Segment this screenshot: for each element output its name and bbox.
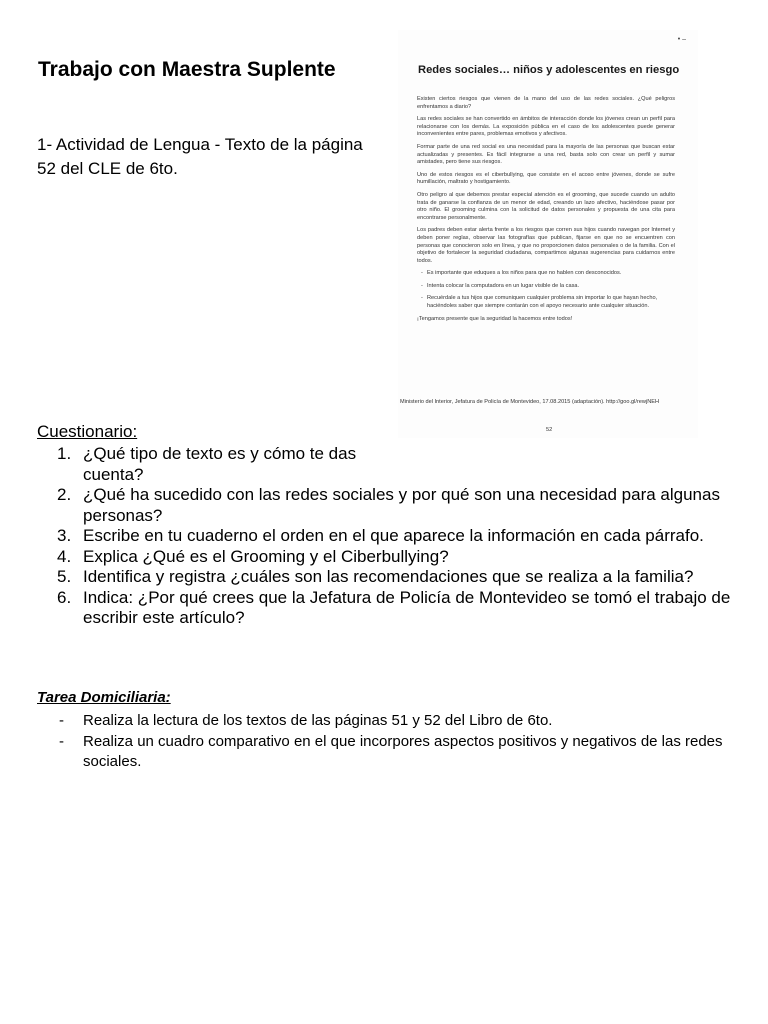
- question-item: [37, 526, 749, 547]
- article-paragraph: Los padres deben estar alerta frente a los riesgos que corren sus hijos cuando navegan por Internet y deben poner reglas, observar las fotografías que publican, fijarse en que no se encuentren con personas que conocieron solo en línea, y que no proporcionen datos personales o de la familia. Con el objetivo de fortalecer la seguridad ciudadana, compartimos algunas sugerencias para cuidarnos entre todos.: [417, 227, 675, 264]
- question-text: Indica: ¿Por qué crees que la Jefatura de Policía de Montevideo se tomó el trabajo de escribir este artículo?: [83, 587, 731, 627]
- question-text: Escribe en tu cuaderno el orden en el que aparece la información en cada párrafo.: [83, 526, 704, 545]
- activity-description: 1- Actividad de Lengua - Texto de la página 52 del CLE de 6to.: [37, 135, 363, 178]
- article-tip: - Es importante que eduques a los niños para que no hablen con desconocidos.: [427, 270, 675, 278]
- question-number: 6.: [57, 587, 72, 607]
- question-number: 3.: [57, 526, 72, 545]
- question-text: Identifica y registra ¿cuáles son las recomendaciones que se realiza a la familia?: [83, 567, 694, 586]
- article-source: Ministerio del Interior, Jefatura de Policía de Montevideo, 17.08.2015 (adaptación). http://goo.gl/rewjNEH: [400, 399, 660, 405]
- article-paragraph: Las redes sociales se han convertido en ámbitos de interacción donde los jóvenes crean un perfil para relacionarse con los demás. La exposición pública en el caso de los adolescentes puede generar inconvenientes entre pares, problemas emotivos y afectivos.: [417, 116, 675, 138]
- question-item: [37, 444, 393, 485]
- article-title: Redes sociales… niños y adolescentes en riesgo: [418, 64, 680, 76]
- question-number: 4.: [57, 546, 72, 566]
- article-paragraph: Existen ciertos riesgos que vienen de la mano del uso de las redes sociales. ¿Qué peligros enfrentamos a diario?: [417, 96, 675, 110]
- questionnaire-list: [37, 444, 749, 629]
- question-text: ¿Qué ha sucedido con las redes sociales y por qué son una necesidad para algunas personas?: [83, 485, 720, 525]
- question-number: 5.: [57, 567, 72, 586]
- article-body: [417, 96, 675, 328]
- question-item: [37, 547, 749, 568]
- textbook-page-image: [398, 30, 698, 438]
- article-paragraph: Uno de estos riesgos es el ciberbullying, que consiste en el acoso entre jóvenes, donde se sufre humillación, maltrato y hostigamiento.: [417, 171, 675, 186]
- question-number: 1.: [57, 444, 72, 463]
- article-paragraph: Otro peligro al que debemos prestar especial atención es el grooming, que sucede cuando un adulto trata de ganarse la confianza de un menor de edad, creando un lazo afectivo, haciéndose pasar por otro niño. El grooming culmina con la solicitud de datos personales y propuesta de una cita para encontrarse personalmente.: [417, 191, 675, 221]
- question-item: [37, 485, 749, 526]
- question-item: [37, 588, 749, 629]
- questionnaire-heading: Cuestionario:: [37, 422, 138, 441]
- corner-marks: • –: [677, 36, 686, 43]
- question-text: Explica ¿Qué es el Grooming y el Ciberbullying?: [83, 546, 449, 566]
- question-item: [37, 567, 749, 588]
- homework-text: Realiza la lectura de los textos de las páginas 51 y 52 del Libro de 6to.: [83, 712, 553, 729]
- homework-bullet: -: [59, 712, 64, 729]
- homework-item: [37, 711, 757, 732]
- article-page-number: 52: [546, 427, 553, 433]
- question-number: 2.: [57, 485, 72, 504]
- article-tips-list: [417, 270, 675, 310]
- homework-item: [37, 732, 757, 773]
- homework-list: [37, 711, 757, 773]
- article-closing: ¡Tengamos presente que la seguridad la hacemos entre todos!: [417, 315, 573, 322]
- page-title: Trabajo con Maestra Suplente: [38, 58, 336, 81]
- homework-bullet: -: [59, 732, 64, 750]
- question-text: ¿Qué tipo de texto es y cómo te das cuenta?: [83, 444, 357, 484]
- article-tip: - Intenta colocar la computadora en un lugar visible de la casa.: [427, 283, 675, 291]
- homework-heading: Tarea Domiciliaria:: [37, 689, 171, 706]
- homework-text: Realiza un cuadro comparativo en el que incorpores aspectos positivos y negativos de las redes sociales.: [83, 732, 723, 770]
- article-paragraph: Formar parte de una red social es una necesidad para la mayoría de las personas que buscan estar actualizadas y presentes. Es fácil integrarse a una red, basta solo con crear un perfil y sumar amistades, pero tiene sus riesgos.: [417, 143, 675, 166]
- article-tip: - Recuérdale a tus hijos que comuniquen cualquier problema sin importar lo que hayan hecho, haciéndoles saber que siempre contarán con el apoyo necesario ante cualquier situación.: [427, 295, 675, 310]
